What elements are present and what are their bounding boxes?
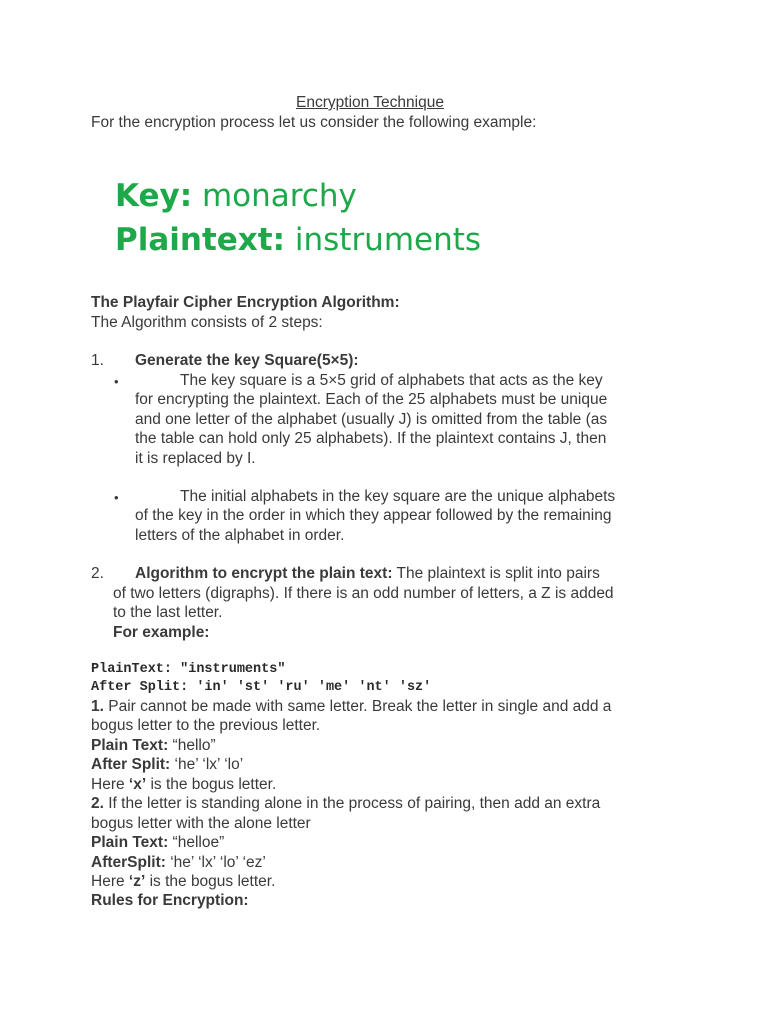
rule2-after-split — [91, 853, 266, 873]
after-split-label: AfterSplit: — [91, 854, 166, 871]
rule1-number: 1. — [91, 698, 104, 715]
rule2-line — [91, 794, 600, 814]
step1-number: 1. — [91, 352, 104, 369]
bullet-icon: • — [114, 490, 119, 505]
bogus-letter: ‘z’ — [128, 873, 146, 890]
step1-bullet1-line: the table can hold only 25 alphabets). If the plaintext contains J, then — [135, 430, 607, 447]
rule1-after-split — [91, 755, 243, 775]
rule1-line2: bogus letter to the previous letter. — [91, 717, 321, 734]
rule1-note — [91, 775, 276, 795]
step1-bullet2-line: of the key in the order in which they appear followed by the remaining — [135, 507, 612, 524]
key-label: Key: — [115, 178, 193, 214]
intro-text: For the encryption process let us consider the following example: — [91, 114, 537, 131]
rules-heading: Rules for Encryption: — [91, 892, 249, 909]
step2-line: of two letters (digraphs). If there is an odd number of letters, a Z is added — [113, 585, 614, 602]
step1-heading: Generate the key Square(5×5): — [135, 352, 359, 369]
after-split-value: ‘he’ ‘lx’ ‘lo’ — [170, 756, 244, 773]
after-split-value: ‘he’ ‘lx’ ‘lo’ ‘ez’ — [165, 854, 266, 871]
step2-heading: Algorithm to encrypt the plain text: — [135, 565, 393, 582]
note-text: is the bogus letter. — [145, 873, 276, 890]
rule2-number: 2. — [91, 795, 104, 812]
step1-bullet2-line: letters of the alphabet in order. — [135, 527, 345, 544]
code-line: After Split: 'in' 'st' 'ru' 'me' 'nt' 'sz' — [91, 680, 432, 695]
rule1-text: Pair cannot be made with same letter. Break the letter in single and add a — [103, 698, 612, 715]
algorithm-intro: The Algorithm consists of 2 steps: — [91, 314, 323, 331]
note-text: Here — [91, 776, 129, 793]
bogus-letter: ‘x’ — [128, 776, 147, 793]
plain-text-label: Plain Text: — [91, 737, 169, 754]
step2-number: 2. — [91, 565, 104, 582]
plain-text-value: “hello” — [168, 737, 216, 754]
step1-bullet2-line: The initial alphabets in the key square are the unique alphabets — [180, 488, 616, 505]
rule1-plain-text — [91, 736, 216, 756]
step2-first-line — [135, 564, 600, 584]
step2-line: to the last letter. — [113, 604, 223, 621]
code-line: PlainText: "instruments" — [91, 662, 286, 677]
plaintext-label: Plaintext: — [115, 222, 286, 258]
after-split-label: After Split: — [91, 756, 171, 773]
for-example-label: For example: — [113, 624, 210, 641]
note-text: is the bogus letter. — [146, 776, 277, 793]
plaintext-value: instruments — [294, 222, 482, 258]
rule2-text: If the letter is standing alone in the process of pairing, then add an extra — [103, 795, 601, 812]
step1-bullet1-line: The key square is a 5×5 grid of alphabets that acts as the key — [180, 372, 603, 389]
rule2-note — [91, 872, 275, 892]
rule1-line — [91, 697, 611, 717]
step2-text: The plaintext is split into pairs — [392, 565, 600, 582]
plain-text-value: “helloe” — [168, 834, 225, 851]
step1-bullet1-line: for encrypting the plaintext. Each of the 25 alphabets must be unique — [135, 391, 608, 408]
bullet-icon: • — [114, 374, 119, 389]
plaintext-line — [115, 220, 481, 260]
algorithm-heading: The Playfair Cipher Encryption Algorithm: — [91, 294, 400, 311]
note-text: Here — [91, 873, 129, 890]
key-line — [115, 176, 357, 216]
plain-text-label: Plain Text: — [91, 834, 169, 851]
step1-bullet1-line: and one letter of the alphabet (usually J) is omitted from the table (as — [135, 411, 608, 428]
document-title: Encryption Technique — [296, 94, 444, 111]
key-value: monarchy — [201, 178, 357, 214]
rule2-plain-text — [91, 833, 224, 853]
rule2-line2: bogus letter with the alone letter — [91, 815, 311, 832]
step1-bullet1-line: it is replaced by I. — [135, 450, 256, 467]
